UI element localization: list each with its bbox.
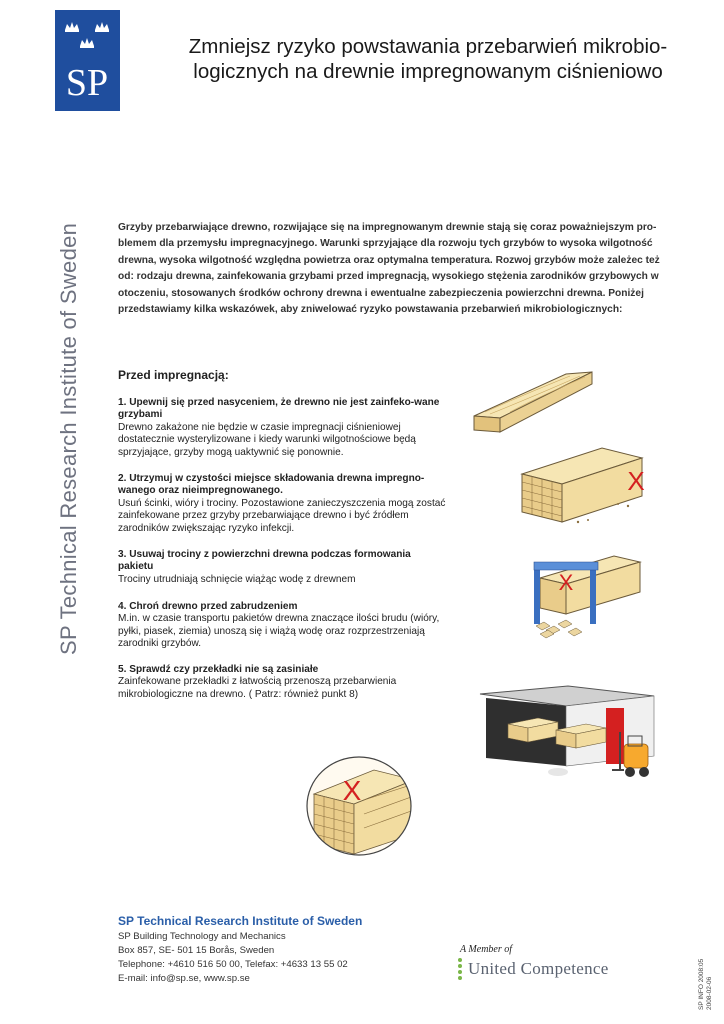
tip-item-5 [118,664,448,701]
intro-paragraph [118,220,670,318]
dots-icon [458,958,462,980]
document-code [698,959,714,1010]
title-line-2: logicznych na drewnie impregnowanym ciśnieniowo [193,60,663,83]
tip-item-3 [118,549,448,586]
footer-line: SP Building Technology and Mechanics [118,931,286,942]
red-cross-mark: X [627,466,645,496]
tip-item-4 [118,601,448,651]
footer-org-name: SP Technical Research Institute of Sweden [118,914,363,928]
united-competence-logo [458,958,609,980]
red-cross-mark: X [558,570,574,595]
section-heading: Przed impregnacją: [118,368,229,382]
vertical-institute-label: SP Technical Research Institute of Sweden [56,222,81,655]
footer-address [118,930,348,986]
tip-body: M.in. w czasie transportu pakietów drewna znaczące ilości brudu (wióry, pyłki, piasek, ziemia) unoszą się i wiążą wodę oraz rozprzestrzeniają zarodniki grzybów. [118,613,440,650]
intro-text: Grzyby przebarwiające drewno, rozwijające się na impregnowanym drewnie stają się coraz poważniejszym pro-blemem dla przemysłu impregnacyjnego. Warunki sprzyjające dla rozwoju tych grzybów to wysoka wilgotność drewna, wysoka wilgotność względna powietrza oraz optymalna temperatura. Rozwoj grzybów może zależec też od: rodzaju drewna, zainfekowania grzybami przed impregnacją, wysokiego stężenia zarodników grzybowych w otoczeniu, stosowanych środków ochrony drewna i ewentualne zabezpieczenia powierzchni drewna. Poniżej przedstawiamy kilka wskazówek, aby zniwelować ryzyko powstawania przebarwień mikrobiologicznych: [118,222,660,316]
lumber-stack-illustration [518,444,648,526]
crane-lumber-illustration [520,548,644,642]
tip-heading: 5. Sprawdź czy przekładki nie są zasiniałe [118,664,319,675]
crowns-icon [55,10,120,111]
page-title [158,34,698,84]
footer-line: Box 857, SE- 501 15 Borås, Sweden [118,945,275,956]
tip-body: Drewno zakażone nie będzie w czasie impregnacji ciśnieniowej dostatecznie wysterylizowane i kiedy warunki wilgotnościowe będą sprzyjające, grzyby mogą uaktywnić się ponownie. [118,421,416,458]
sp-logo [55,10,120,111]
plank-illustration [470,368,596,438]
united-competence-text: United Competence [468,959,609,978]
stack-closeup-illustration [304,754,414,858]
member-label: A Member of [460,944,513,955]
logo-text: SP [65,62,109,104]
tip-item-2 [118,473,448,535]
tip-body: Trociny utrudniają schnięcie wiążąc wodę z drewnem [118,573,356,585]
tip-heading: 2. Utrzymuj w czystości miejsce składowania drewna impregno-wanego oraz nieimpregnowanego. [118,473,425,497]
tip-heading: 4. Chroń drewno przed zabrudzeniem [118,601,298,612]
tip-item-1 [118,397,448,459]
red-cross-mark: X [342,775,362,806]
tip-body: Usuń ścinki, wióry i trociny. Pozostawione zanieczyszczenia mogą zostać zainfekowane przez grzyby przebarwiające drewno i być źródłem zarodników zwiększając ryzyko infekcji. [118,497,446,534]
tip-heading: 3. Usuwaj trociny z powierzchni drewna podczas formowania pakietu [118,549,411,573]
footer-line: Telephone: +4610 516 50 00, Telefax: +4633 13 55 02 [118,959,348,970]
footer-line: E-mail: info@sp.se, www.sp.se [118,973,250,984]
shed-forklift-illustration [478,684,660,790]
tip-heading: 1. Upewnij się przed nasyceniem, że drewno nie jest zainfeko-wane grzybami [118,397,440,421]
doc-code: SP INFO 2008:05 [698,958,705,1010]
doc-date: 2008-02-06 [706,976,713,1010]
title-line-1: Zmniejsz ryzyko powstawania przebarwień mikrobio- [188,35,668,58]
tip-body: Zainfekowane przekładki z łatwością przenoszą przebarwienia mikrobiologiczne na drewno. ( Patrz: również punkt 8) [118,676,397,700]
